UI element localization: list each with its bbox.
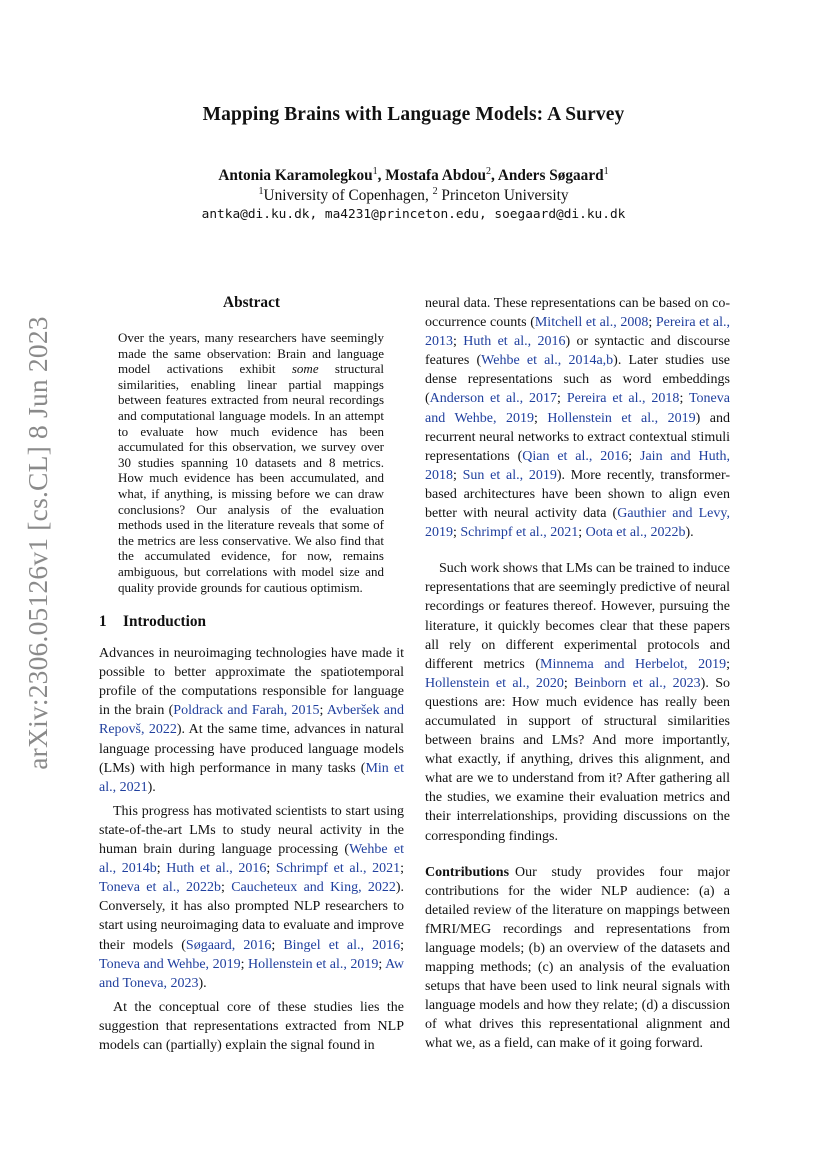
paragraph-text: ; <box>726 656 731 672</box>
citation-link[interactable]: Pereira et al., 2013 <box>425 315 730 350</box>
citation-link[interactable]: Beinborn et al., 2023 <box>574 675 701 691</box>
citation-link[interactable]: Minnema and Herbelot, 2019 <box>540 656 727 672</box>
paragraph-text: ; <box>240 956 249 972</box>
author-affiliation-mark: 1 <box>372 166 378 177</box>
paper-title: Mapping Brains with Language Models: A Survey <box>202 104 625 125</box>
author-separator: , <box>491 167 498 184</box>
paragraph-run-in-heading: Contributions <box>425 864 510 880</box>
citation-link[interactable]: Aw and Toneva, 2023 <box>99 956 405 991</box>
section-heading <box>99 613 404 631</box>
affiliation-name: Princeton University <box>437 187 569 204</box>
citation-link[interactable]: Hollenstein et al., 2020 <box>425 675 564 691</box>
paragraph-text: ). <box>685 525 694 541</box>
paragraph-text: ; <box>156 861 167 877</box>
citation-link[interactable]: Wehbe et al., 2014a,b <box>481 353 614 369</box>
citation-link[interactable]: Hollenstein et al., 2019 <box>547 410 696 426</box>
paragraph-text: Our study provides four major contributions for the wider NLP audience: (a) a detailed review of the literature on mappings between fMRI/MEG recordings and representations from language models; (b) an overview of the datasets and mapping methods; (c) an analysis of the evaluation setups that have been used to link neural signals with language models and how they relate; (d) a discussion of what drives this representational alignment and what we, as a field, can make of it going forward. <box>425 864 730 1052</box>
paragraph-text: ). So questions are: How much evidence has really been accumulated in support of structural similarities between brains and LMs? And more importantly, what exactly, if anything, drives this alignment, and what are we to understand from it? After gathering all the studies, we examine their evaluation metrics and their interrelationships, providing discussions on the corresponding findings. <box>425 675 730 844</box>
paragraph-text: ; <box>400 937 404 953</box>
right-column <box>425 294 730 1054</box>
paragraph-text: This progress has motivated scientists to start using state-of-the-art LMs to study neural activity in the human brain during language processing ( <box>99 803 404 858</box>
paragraph-text: ). At the same time, advances in natural language processing have produced language models (LMs) with high performance in many tasks ( <box>99 722 404 776</box>
paragraph-text: Such work shows that LMs can be trained to induce representations that are seemingly predictive of neural recordings or features thereof. However, pursuing the literature, it quickly becomes clear that these papers all rely on different experimental protocols and different metrics ( <box>425 561 730 672</box>
section-number: 1 <box>99 613 107 631</box>
citation-link[interactable]: Poldrack and Farah, 2015 <box>173 703 320 719</box>
section-title: Introduction <box>123 613 207 631</box>
affiliation-name: University of Copenhagen <box>263 187 425 204</box>
citation-link[interactable]: Qian et al., 2016 <box>522 448 629 464</box>
paragraph-text: ; <box>221 880 232 896</box>
author-separator: , <box>377 167 386 184</box>
body-paragraph <box>99 998 404 1055</box>
author-affiliation-mark: 2 <box>486 166 491 177</box>
citation-link[interactable]: Mitchell et al., 2008 <box>534 315 649 331</box>
body-paragraph <box>425 559 730 845</box>
paragraph-text: ; <box>557 391 567 407</box>
citation-link[interactable]: Avberšek and Repovš, 2022 <box>99 703 405 738</box>
author-affiliation-mark: 1 <box>603 166 609 177</box>
paragraph-text: neural data. These representations can be based on co-occurrence counts ( <box>425 296 730 331</box>
paragraph-text: ; <box>578 525 586 541</box>
abstract-emphasis: some <box>291 361 319 377</box>
paragraph-text: ). <box>147 779 156 795</box>
citation-link[interactable]: Toneva and Wehbe, 2019 <box>99 956 241 972</box>
citation-link[interactable]: Sun et al., 2019 <box>462 467 557 483</box>
paragraph-text: ). <box>198 975 207 991</box>
paragraph-text: ). Conversely, it has also prompted NLP researchers to start using neuroimaging data to evaluate and improve their models ( <box>99 880 405 953</box>
paragraph-text: ; <box>563 675 575 691</box>
paragraph-text: ; <box>533 410 548 426</box>
citation-link[interactable]: Wehbe et al., 2014b <box>99 842 404 877</box>
paragraph-text: ) and recurrent neural networks to extract contextual stimuli representations ( <box>425 410 730 464</box>
paragraph-text: ; <box>453 334 464 350</box>
author-name: Antonia Karamolegkou <box>218 167 373 184</box>
paragraph-text: ; <box>628 448 641 464</box>
author-name: Mostafa Abdou <box>385 167 486 184</box>
citation-link[interactable]: Anderson et al., 2017 <box>429 391 558 407</box>
affiliation-mark: 1 <box>258 186 264 197</box>
body-paragraph <box>425 863 730 1054</box>
citation-link[interactable]: Caucheteux and King, 2022 <box>231 880 396 896</box>
paragraph-text: ; <box>648 315 656 331</box>
paragraph-text: ; <box>266 861 276 877</box>
paragraph-text: ; <box>453 525 461 541</box>
paragraph-text: ; <box>679 391 689 407</box>
paragraph-text: At the conceptual core of these studies lies the suggestion that representations extracted from NLP models can (partially) explain the signal found in <box>99 999 404 1053</box>
citation-link[interactable]: Bingel et al., 2016 <box>283 937 401 953</box>
body-paragraph <box>99 802 404 993</box>
citation-link[interactable]: Gauthier and Levy, 2019 <box>425 506 730 541</box>
arxiv-identifier-text: arXiv:2306.05126v1 [cs.CL] 8 Jun 2023 <box>22 316 53 770</box>
affiliation-line <box>0 187 827 205</box>
paragraph-text: ; <box>378 956 386 972</box>
paragraph-text: ; <box>453 467 463 483</box>
author-name: Anders Søgaard <box>497 167 604 184</box>
author-list <box>0 167 827 185</box>
citation-link[interactable]: Schrimpf et al., 2021 <box>460 525 579 541</box>
right-body <box>425 294 730 1054</box>
citation-link[interactable]: Jain and Huth, 2018 <box>425 448 730 483</box>
left-column <box>99 294 404 1055</box>
paragraph-text: ). More recently, transformer-based architectures have been shown to align even better with neural activity data ( <box>425 467 730 522</box>
paragraph-text: Advances in neuroimaging technologies have made it possible to better approximate the spatiotemporal profile of the computations responsible for language in the brain ( <box>99 646 404 719</box>
abstract-body <box>118 330 384 595</box>
citation-link[interactable]: Min et al., 2021 <box>99 760 404 795</box>
citation-link[interactable]: Pereira et al., 2018 <box>566 391 680 407</box>
abstract-text: Over the years, many researchers have seemingly made the same observation: Brain and language model activations exhibit <box>118 330 384 377</box>
body-paragraph <box>99 644 404 797</box>
abstract-text: structural similarities, enabling linear partial mappings between features extracted from neural recordings and computational language models. In an attempt to evaluate how much evidence has been accumulated for this observation, we survey over 30 studies spanning 10 datasets and 8 metrics. How much evidence has been accumulated, and what, if anything, is missing before we can draw conclusions? Our analysis of the evaluation methods used in the literature reveals that some of the metrics are less conservative. We also find that the accumulated evidence, for now, remains ambiguous, but correlations with model size and quality provide grounds for cautious optimism. <box>118 361 385 595</box>
paragraph-text: ; <box>400 861 405 877</box>
paragraph-text: ) or syntactic and discourse features ( <box>425 334 730 369</box>
citation-link[interactable]: Toneva and Wehbe, 2019 <box>425 391 730 426</box>
author-emails: antka@di.ku.dk, ma4231@princeton.edu, soegaard@di.ku.dk <box>201 207 626 222</box>
affiliation-separator: , <box>424 187 433 204</box>
arxiv-identifier <box>18 316 58 770</box>
abstract-heading: Abstract <box>223 294 280 311</box>
paragraph-text: ; <box>319 703 327 719</box>
body-paragraph <box>425 294 730 542</box>
paragraph-text: ). Later studies use dense representations such as word embeddings ( <box>425 353 730 407</box>
citation-link[interactable]: Toneva et al., 2022b <box>99 880 222 896</box>
citation-link[interactable]: Oota et al., 2022b <box>585 525 686 541</box>
citation-link[interactable]: Huth et al., 2016 <box>463 334 566 350</box>
citation-link[interactable]: Huth et al., 2016 <box>166 861 267 877</box>
affiliation-mark: 2 <box>432 186 438 197</box>
citation-link[interactable]: Schrimpf et al., 2021 <box>275 861 401 877</box>
paragraph-text: ; <box>271 937 284 953</box>
citation-link[interactable]: Søgaard, 2016 <box>185 937 272 953</box>
citation-link[interactable]: Hollenstein et al., 2019 <box>248 956 379 972</box>
left-body <box>99 644 404 1055</box>
